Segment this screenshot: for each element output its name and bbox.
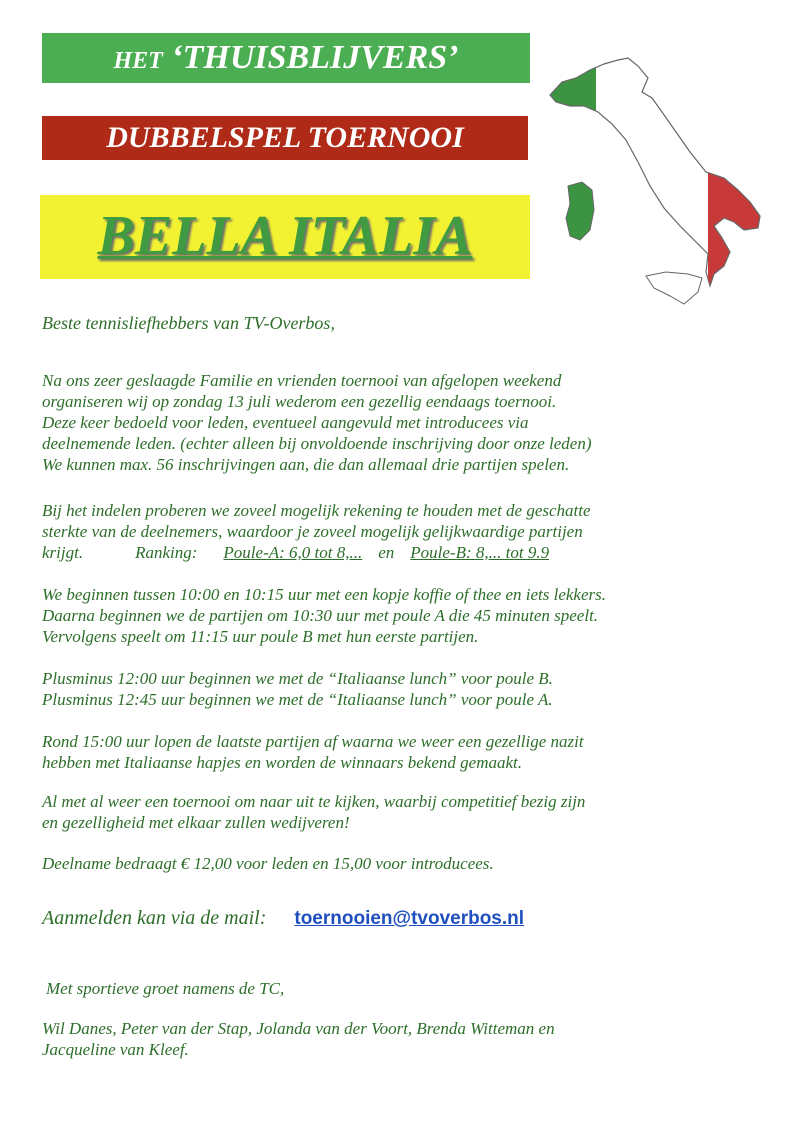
email-link[interactable]: toernooien@tvoverbos.nl [294,908,525,929]
paragraph-lunch: Plusminus 12:00 uur beginnen we met de “Italiaanse lunch” voor poule B. Plusminus 12:45 uur beginnen we met de “Italiaanse lunch” voor poule A. [42,669,553,709]
italy-mainland [538,40,768,314]
greeting: Beste tennisliefhebbers van TV-Overbos, [42,313,335,333]
paragraph-intro: Na ons zeer geslaagde Familie en vrienden toernooi van afgelopen weekend organiseren wij op zondag 13 juli wederom een gezellig eendaags toernooi. Deze keer bedoeld voor leden, eventueel aangevuld met introducees via deelnemende leden. (echter alleen bij onvoldoende inschrijving door onze leden) We kunnen max. 56 inschrijvingen aan, die dan allemaal drie partijen spelen. [42,371,592,474]
poule-a-range: Poule-A: 6,0 tot 8,... [223,543,363,562]
signup-line [42,906,777,931]
paragraph-ranking: Bij het indelen proberen we zoveel mogelijk rekening te houden met de geschatte sterkte van de deelnemers, waardoor je zoveel mogelijk gelijkwaardige partijen krijgt. Ranking: Poule-A: 6,0 tot 8,... en Poule-B: 8,... tot 9.9 [42,501,591,562]
ranking-label: Ranking: [135,543,198,562]
title-main: ‘THUISBLIJVERS’ [171,39,459,76]
paragraph-ending: Rond 15:00 uur lopen de laatste partijen af waarna we weer een gezellige nazit hebben met Italiaanse hapjes en worden de winnaars bekend gemaakt. [42,732,584,772]
paragraph-schedule: We beginnen tussen 10:00 en 10:15 uur met een kopje koffie of thee en iets lekkers. Daarna beginnen we de partijen om 10:30 uur met poule A die 45 minuten speelt. Vervolgens speelt om 11:15 uur poule B met hun eerste partijen. [42,585,606,646]
closing: Met sportieve groet namens de TC, [46,979,285,998]
sardinia-island [566,182,594,240]
fee-text: Deelname bedraagt € 12,00 voor leden en 15,00 voor introducees. [42,854,494,873]
subtitle-banner: DUBBELSPEL TOERNOOI [42,116,528,160]
signup-label: Aanmelden kan via de mail: [42,907,267,929]
bella-italia-banner [40,195,530,279]
title-banner-thuisblijvers [42,33,530,83]
paragraph-outlook: Al met al weer een toernooi om naar uit te kijken, waarbij competitief bezig zijn en gezelligheid met elkaar zullen wedijveren! [42,792,586,832]
italy-flag-map-illustration [538,40,768,314]
poule-b-range: Poule-B: 8,... tot 9.9 [410,543,550,562]
title-prefix: HET [113,48,163,74]
bella-italia-title: BELLA ITALIA [97,205,473,267]
sicily-island [646,272,702,304]
signatures: Wil Danes, Peter van der Stap, Jolanda van der Voort, Brenda Witteman en Jacqueline van Kleef. [42,1019,555,1059]
